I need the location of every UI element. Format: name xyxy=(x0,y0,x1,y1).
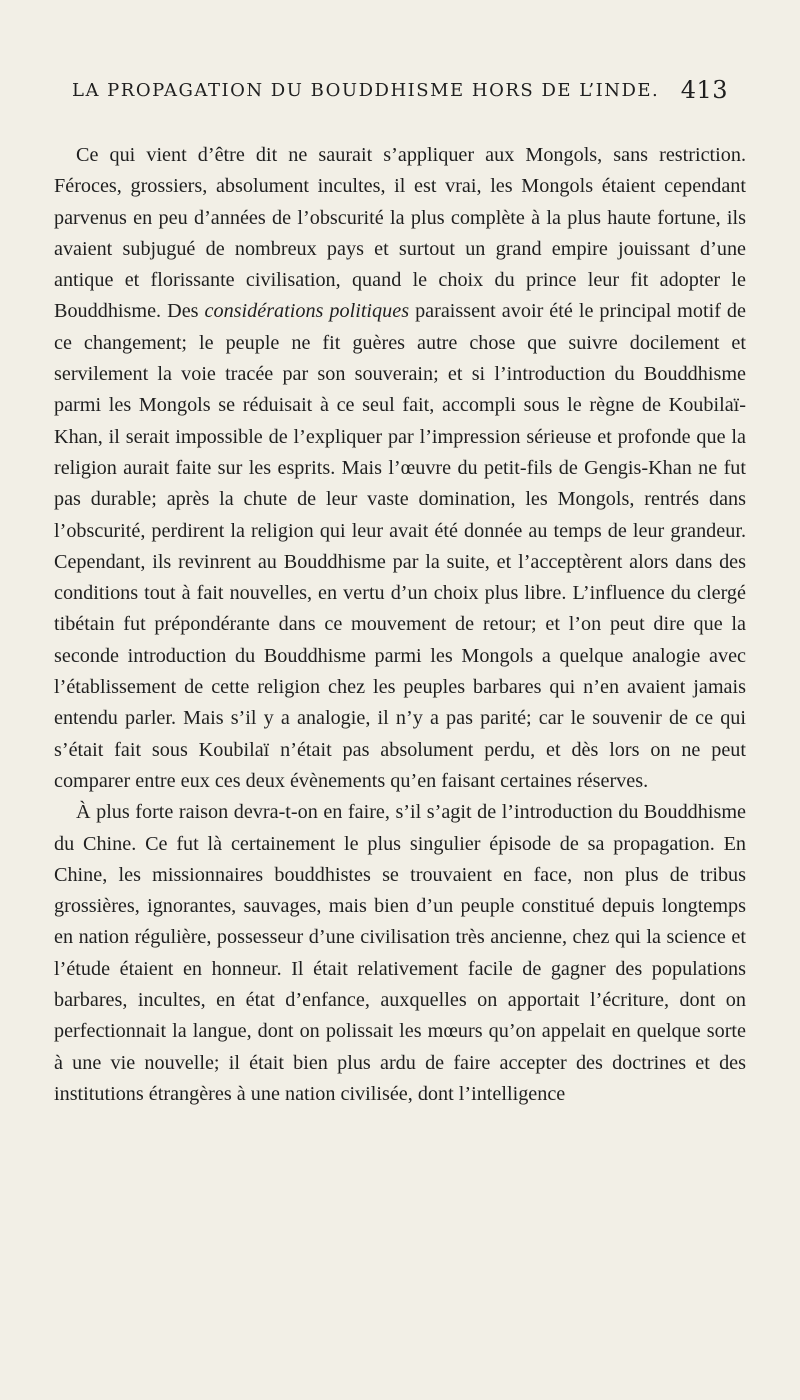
paragraph-mongols xyxy=(54,140,746,797)
italic-phrase: considérations politiques xyxy=(204,300,410,323)
paragraph-china: À plus forte raison devra-t-on en faire, s’il s’agit de l’introduction du Bouddhisme du Chine. Ce fut là certainement le plus singulier épisode de sa propagation. En Chine, les missionnaires bouddhistes se trouvaient en face, non plus de tribus grossières, ignorantes, sauvages, mais bien d’un peuple constitué depuis longtemps en nation régulière, possesseur d’une civilisation très ancienne, chez qui la science et l’étude étaient en honneur. Il était relativement facile de gagner des populations barbares, incultes, en état d’enfance, auxquelles on apportait l’écriture, dont on perfectionnait la langue, dont on polissait les mœurs qu’on appelait en quelque sorte à une vie nouvelle; il était bien plus ardu de faire accepter des doctrines et des institutions étrangères à une nation civilisée, dont l’intelligence xyxy=(54,801,746,1105)
running-title: LA PROPAGATION DU BOUDDHISME HORS DE L’INDE. xyxy=(72,79,660,101)
running-head xyxy=(72,72,728,108)
paragraph-mongols-part-1: Ce qui vient d’être dit ne saurait s’appliquer aux Mongols, sans restriction. Féroces, grossiers, absolument incultes, il est vrai, les Mongols étaient cependant parvenus en peu d’années de l’obscurité la plus complète à la plus haute fortune, ils avaient subjugué de nombreux pays et surtout un grand empire jouissant d’une antique et florissante civilisation, quand le choix du prince leur fit adopter le Bouddhisme. Des xyxy=(54,144,746,323)
body-text xyxy=(54,140,746,1400)
paragraph-mongols-part-2: paraissent avoir été le principal motif de ce changement; le peuple ne fit guères autre chose que suivre docilement et servilement la voie tracée par son souverain; et si l’introduction du Bouddhisme parmi les Mongols se réduisait à ce seul fait, accompli sous le règne de Koubilaï-Khan, il serait impossible de l’expliquer par l’impression sérieuse et profonde que la religion aurait faite sur les esprits. Mais l’œuvre du petit-fils de Gengis-Khan ne fut pas durable; après la chute de leur vaste domination, les Mongols, rentrés dans l’obscurité, perdirent la religion qui leur avait été donnée au temps de leur grandeur. Cependant, ils revinrent au Bouddhisme par la suite, et l’acceptèrent alors dans des conditions tout à fait nouvelles, en vertu d’un choix plus libre. L’influence du clergé tibétain fut prépondérante dans ce mouvement de retour; et l’on peut dire que la seconde introduction du Bouddhisme parmi les Mongols a quelque analogie avec l’établissement de cette religion chez les peuples barbares qui n’en avaient jamais entendu parler. Mais s’il y a analogie, il n’y a pas parité; car le souvenir de ce qui s’était fait sous Koubilaï n’était pas absolument perdu, et dès lors on ne peut comparer entre eux ces deux évènements qu’en faisant certaines réserves. xyxy=(54,300,746,792)
page-number: 413 xyxy=(680,76,728,104)
